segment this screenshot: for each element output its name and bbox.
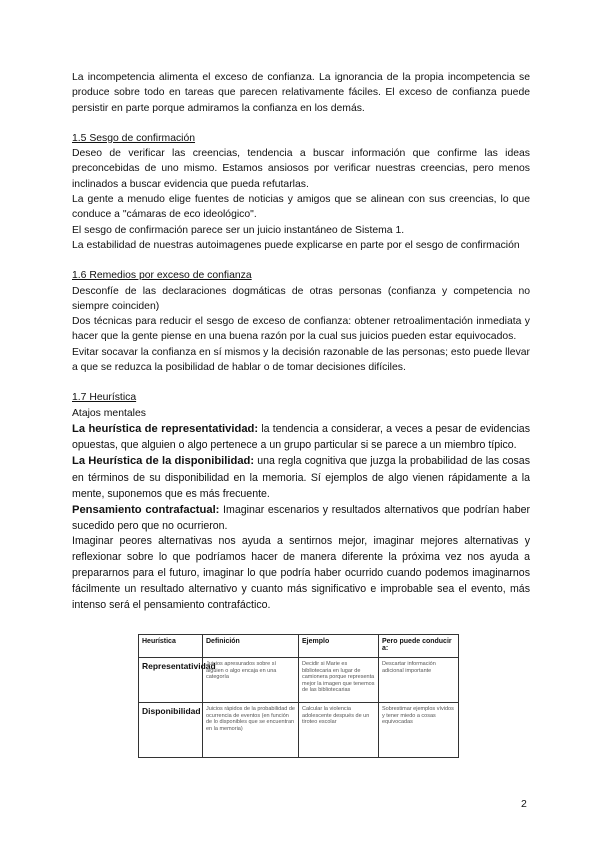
table-header-row bbox=[139, 635, 459, 658]
term-availability: La Heurística de la disponibilidad: bbox=[72, 455, 255, 468]
page-number: 2 bbox=[521, 798, 527, 810]
heuristics-table-wrapper bbox=[138, 634, 459, 758]
table-header-cell: Heurística bbox=[139, 635, 203, 658]
table-cell: Descartar información adicional importante bbox=[379, 658, 459, 703]
table-cell: Sobrestimar ejemplos vívidos y tener miedo a cosas equivocadas bbox=[379, 703, 459, 758]
paragraph-intro: La incompetencia alimenta el exceso de confianza. La ignorancia de la propia incompetencia se produce sobre todo en tareas que parecen relativamente fáciles. El exceso de confianza puede persistir en parte porque admiramos la confianza en los demás. bbox=[72, 72, 530, 114]
text-availability: una regla cognitiva que juzga la probabilidad de las cosas en términos de su disponibilidad en la memoria. Sí ejemplos de algo vienen rápidamente a la mente, suponemos que es más frecuente. bbox=[72, 455, 530, 500]
section-title-heuristics: 1.7 Heurística bbox=[72, 392, 137, 404]
table-header-cell: Ejemplo bbox=[299, 635, 379, 658]
paragraph-remedies-3: Evitar socavar la confianza en sí mismos y la decisión razonable de las personas; esto puede llevar a que se reduzca la posibilidad de hablar o de tomar decisiones difíciles. bbox=[72, 346, 531, 374]
term-representativeness: La heurística de representatividad: bbox=[72, 422, 259, 435]
text-representativeness: la tendencia a considerar, a veces a pesar de evidencias opuestas, que alguien o algo pertenece a un grupo particular si se parece a un miembro típico. bbox=[72, 422, 530, 452]
paragraph-remedies-2: Dos técnicas para reducir el sesgo de exceso de confianza: obtener retroalimentación inmediata y hacer que la gente piense en una buena razón por la cual sus juicios pueden estar equivocados. bbox=[72, 316, 530, 343]
table-cell: Juicios rápidos de la probabilidad de ocurrencia de eventos (en función de lo disponibles que se encuentran en la memoria) bbox=[203, 703, 299, 758]
table-cell: Calcular la violencia adolescente después de un tiroteo escolar bbox=[299, 703, 379, 758]
paragraph-confirmation-3: El sesgo de confirmación parece ser un juicio instantáneo de Sistema 1. bbox=[72, 224, 405, 236]
heuristics-subtitle: Atajos mentales bbox=[72, 407, 146, 419]
table-cell: Decidir si Marie es bibliotecaria en lugar de camionera porque representa mejor la imagen que tenemos de las bibliotecarias bbox=[299, 658, 379, 703]
table-row-heading: Representatividad bbox=[139, 658, 203, 703]
paragraph-counterfactual-2: Imaginar peores alternativas nos ayuda a sentirnos mejor, imaginar mejores alternativas y reflexionar sobre lo que podríamos hacer de manera diferente la próxima vez nos ayuda a prepararnos para el futuro, imaginar lo que podría haber ocurrido cuando podemos imaginarnos fácilmente un resultado alternativo y cuanto más significativo e improbable sea el evento, más intenso será el pensamiento contrafáctico. bbox=[72, 535, 530, 611]
text-counterfactual: Imaginar escenarios y resultados alternativos que podrían haber sucedido pero que no ocurrieron. bbox=[72, 503, 531, 533]
table-cell: Juicios apresurados sobre sí alguien o algo encaja en una categoría bbox=[203, 658, 299, 703]
section-title-confirmation-bias: 1.5 Sesgo de confirmación bbox=[72, 132, 196, 144]
table-row bbox=[139, 658, 459, 703]
heuristics-table bbox=[138, 634, 459, 758]
table-header-cell: Pero puede conducir a: bbox=[379, 635, 459, 658]
paragraph-availability bbox=[72, 453, 530, 502]
term-counterfactual: Pensamiento contrafactual: bbox=[72, 503, 220, 516]
paragraph-representativeness bbox=[72, 421, 530, 453]
paragraph-confirmation-4: La estabilidad de nuestras autoimagenes puede explicarse en parte por el sesgo de confirmación bbox=[72, 239, 520, 251]
paragraph-remedies-1: Desconfíe de las declaraciones dogmáticas de otras personas (confianza y competencia no siempre coinciden) bbox=[72, 285, 530, 312]
document-body bbox=[72, 70, 530, 613]
table-header-cell: Definición bbox=[203, 635, 299, 658]
paragraph-confirmation-2: La gente a menudo elige fuentes de noticias y amigos que se alinean con sus creencias, lo que conduce a "cámaras de eco ideológico". bbox=[72, 194, 530, 221]
paragraph-counterfactual bbox=[72, 502, 530, 534]
table-row bbox=[139, 703, 459, 758]
paragraph-confirmation-1: Deseo de verificar las creencias, tendencia a buscar información que confirme las ideas preconcebidas de uno mismo. Estamos ansiosos por verificar nuestras creencias, pero menos inclinados a buscar evidencia que pueda refutarlas. bbox=[72, 148, 530, 190]
table-row-heading: Disponibilidad bbox=[139, 703, 203, 758]
section-title-overconfidence-remedies: 1.6 Remedios por exceso de confianza bbox=[72, 270, 252, 282]
